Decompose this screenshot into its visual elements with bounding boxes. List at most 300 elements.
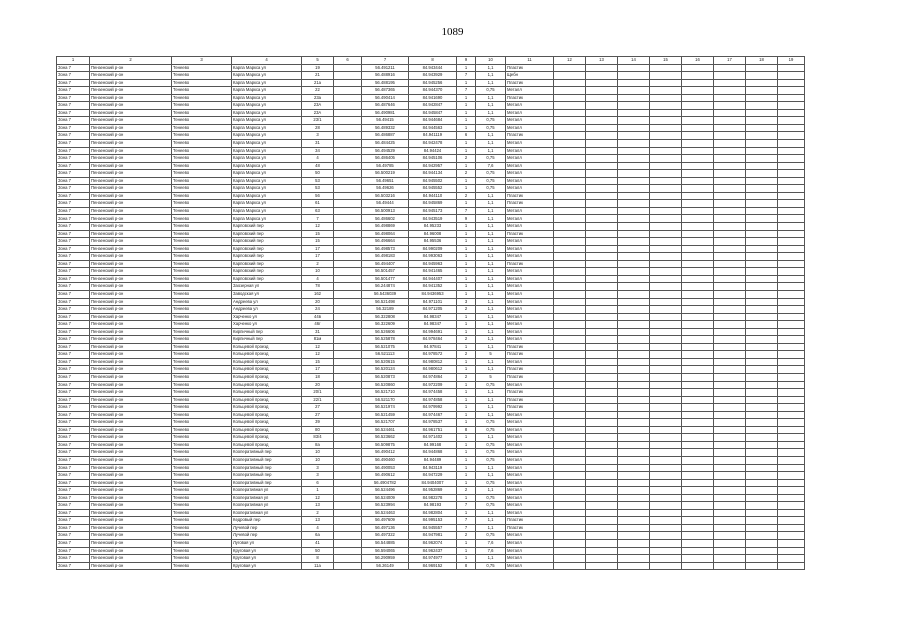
table-cell: 24: [302, 306, 334, 314]
table-cell: Пензенский р-он: [90, 124, 172, 132]
table-cell: 56.486405: [362, 155, 409, 163]
table-cell: 0,75: [476, 494, 506, 502]
table-cell: [682, 185, 714, 193]
table-cell: [586, 313, 618, 321]
table-cell: Тенеево: [172, 140, 232, 148]
table-cell: [778, 411, 805, 419]
table-cell: [618, 313, 650, 321]
table-cell: [554, 419, 586, 427]
table-cell: [746, 502, 778, 510]
table-cell: 1: [457, 245, 476, 253]
table-cell: Пензенский р-он: [90, 72, 172, 80]
table-cell: [586, 358, 618, 366]
table-cell: 84.972209: [409, 381, 457, 389]
table-cell: Тенеево: [172, 449, 232, 457]
table-cell: [554, 540, 586, 548]
table-cell: 2: [457, 373, 476, 381]
table-cell: [714, 290, 746, 298]
table-cell: Кооперативный пер: [232, 449, 302, 457]
table-cell: Пензенский р-он: [90, 547, 172, 555]
table-cell: Тенеево: [172, 170, 232, 178]
table-cell: 17: [302, 253, 334, 261]
column-number: 2: [90, 57, 172, 65]
table-cell: [554, 223, 586, 231]
table-cell: Пензенский р-он: [90, 328, 172, 336]
table-cell: Пензенский р-он: [90, 441, 172, 449]
table-cell: Карла Маркса ул: [232, 215, 302, 223]
table-cell: Зона 7: [57, 502, 90, 510]
table-cell: [650, 124, 682, 132]
table-cell: [334, 200, 362, 208]
table-cell: Карповский пер: [232, 238, 302, 246]
table-cell: [746, 132, 778, 140]
table-cell: [618, 140, 650, 148]
table-cell: [650, 177, 682, 185]
table-cell: [618, 147, 650, 155]
table-cell: [682, 170, 714, 178]
table-cell: [618, 358, 650, 366]
column-number: 7: [362, 57, 409, 65]
table-cell: 56.503216: [362, 192, 409, 200]
table-cell: Кольцевой проезд: [232, 351, 302, 359]
table-cell: [618, 411, 650, 419]
table-cell: [746, 464, 778, 472]
table-cell: Кооперативная ул: [232, 509, 302, 517]
table-cell: [334, 290, 362, 298]
table-cell: [714, 555, 746, 563]
table-cell: [682, 404, 714, 412]
table-cell: Кооперативная ул: [232, 502, 302, 510]
table-cell: [554, 192, 586, 200]
table-cell: Зона 7: [57, 336, 90, 344]
table-cell: Тенеево: [172, 87, 232, 95]
table-cell: 1: [457, 434, 476, 442]
table-cell: Пензенский р-он: [90, 351, 172, 359]
table-cell: 84.962074: [409, 540, 457, 548]
table-cell: [682, 562, 714, 570]
table-cell: 56.501477: [362, 275, 409, 283]
table-cell: [714, 547, 746, 555]
table-cell: [778, 200, 805, 208]
table-cell: Пензенский р-он: [90, 192, 172, 200]
table-cell: [746, 411, 778, 419]
table-cell: 13: [302, 517, 334, 525]
table-cell: Тенеево: [172, 306, 232, 314]
table-cell: [746, 366, 778, 374]
table-cell: [650, 351, 682, 359]
table-cell: [682, 358, 714, 366]
table-cell: [334, 389, 362, 397]
table-cell: Пензенский р-он: [90, 102, 172, 110]
table-cell: 0,75: [476, 177, 506, 185]
table-cell: [650, 472, 682, 480]
table-cell: [650, 298, 682, 306]
table-cell: [746, 449, 778, 457]
table-cell: [778, 494, 805, 502]
table-cell: 162: [302, 290, 334, 298]
table-row: [57, 524, 805, 532]
table-cell: 1,1: [476, 230, 506, 238]
table-cell: 84.971402: [409, 434, 457, 442]
table-row: [57, 102, 805, 110]
table-cell: [714, 298, 746, 306]
table-cell: [554, 509, 586, 517]
table-cell: [682, 313, 714, 321]
table-row: [57, 170, 805, 178]
table-cell: [682, 87, 714, 95]
table-cell: 6: [302, 479, 334, 487]
table-cell: [554, 155, 586, 163]
table-cell: Металл: [506, 555, 554, 563]
table-cell: [586, 155, 618, 163]
table-cell: [682, 517, 714, 525]
table-cell: [618, 540, 650, 548]
table-cell: 1: [457, 509, 476, 517]
table-cell: 0,75: [476, 155, 506, 163]
table-cell: Пензенский р-он: [90, 472, 172, 480]
table-cell: Зона 7: [57, 472, 90, 480]
table-cell: [746, 87, 778, 95]
table-cell: Харченко ул: [232, 313, 302, 321]
table-cell: Тенеево: [172, 472, 232, 480]
table-cell: [554, 72, 586, 80]
table-cell: [586, 230, 618, 238]
table-cell: Пензенский р-он: [90, 343, 172, 351]
table-cell: [618, 502, 650, 510]
table-row: [57, 509, 805, 517]
table-cell: 56.523994: [362, 502, 409, 510]
table-cell: Пензенский р-он: [90, 336, 172, 344]
table-cell: Тенеево: [172, 147, 232, 155]
table-cell: [714, 223, 746, 231]
table-cell: [746, 290, 778, 298]
table-cell: [554, 268, 586, 276]
table-cell: [746, 532, 778, 540]
table-cell: [682, 64, 714, 72]
table-cell: 1: [457, 223, 476, 231]
table-cell: [554, 532, 586, 540]
table-row: [57, 298, 805, 306]
table-cell: Кооперативный пер: [232, 479, 302, 487]
table-cell: 1,1: [476, 434, 506, 442]
table-cell: Зона 7: [57, 147, 90, 155]
column-number: 17: [714, 57, 746, 65]
table-cell: Пензенский р-он: [90, 215, 172, 223]
table-cell: [682, 366, 714, 374]
table-cell: [586, 502, 618, 510]
table-cell: Зона 7: [57, 268, 90, 276]
table-row: [57, 140, 805, 148]
table-cell: Зона 7: [57, 79, 90, 87]
table-cell: Пластик: [506, 373, 554, 381]
table-cell: 1: [457, 449, 476, 457]
table-cell: Тенеево: [172, 441, 232, 449]
table-row: [57, 185, 805, 193]
table-cell: [778, 117, 805, 125]
table-cell: Кирпичный пер: [232, 336, 302, 344]
table-cell: 1,1: [476, 64, 506, 72]
table-cell: [334, 396, 362, 404]
table-cell: [682, 253, 714, 261]
table-cell: Тенеево: [172, 162, 232, 170]
table-cell: [554, 177, 586, 185]
table-cell: 1,1: [476, 328, 506, 336]
table-cell: [334, 381, 362, 389]
table-cell: Карла Маркса ул: [232, 155, 302, 163]
table-cell: 56.489332: [362, 124, 409, 132]
table-cell: Тенеево: [172, 268, 232, 276]
table-cell: Тенеево: [172, 426, 232, 434]
table-cell: [586, 524, 618, 532]
table-cell: [650, 396, 682, 404]
table-row: [57, 260, 805, 268]
table-cell: 1: [457, 464, 476, 472]
table-cell: [618, 117, 650, 125]
table-cell: Металл: [506, 298, 554, 306]
table-cell: [618, 381, 650, 389]
table-row: [57, 532, 805, 540]
table-cell: 1,1: [476, 306, 506, 314]
table-body: [57, 64, 805, 570]
table-row: [57, 555, 805, 563]
table-cell: [650, 494, 682, 502]
table-cell: [682, 260, 714, 268]
table-cell: [554, 306, 586, 314]
table-cell: 56.521710: [362, 389, 409, 397]
table-cell: [618, 124, 650, 132]
table-cell: Пензенский р-он: [90, 366, 172, 374]
table-cell: [618, 253, 650, 261]
table-cell: [778, 524, 805, 532]
table-cell: [682, 162, 714, 170]
table-cell: [682, 155, 714, 163]
table-cell: 63: [302, 207, 334, 215]
table-cell: 84.979992: [409, 404, 457, 412]
table-cell: [746, 298, 778, 306]
table-cell: 56.498573: [362, 245, 409, 253]
table-row: [57, 177, 805, 185]
table-cell: [746, 162, 778, 170]
table-row: [57, 207, 805, 215]
table-cell: Пензенский р-он: [90, 434, 172, 442]
table-cell: 18: [302, 373, 334, 381]
table-cell: Пензенский р-он: [90, 170, 172, 178]
table-cell: Металл: [506, 434, 554, 442]
table-cell: 56.520860: [362, 381, 409, 389]
table-cell: Пластик: [506, 389, 554, 397]
table-cell: Металл: [506, 238, 554, 246]
table-cell: [554, 230, 586, 238]
table-cell: [746, 494, 778, 502]
table-cell: [334, 328, 362, 336]
table-cell: [618, 509, 650, 517]
table-cell: [778, 509, 805, 517]
table-cell: [746, 230, 778, 238]
table-cell: Зона 7: [57, 94, 90, 102]
table-cell: [714, 389, 746, 397]
table-cell: [778, 87, 805, 95]
table-cell: [746, 540, 778, 548]
table-cell: [714, 373, 746, 381]
table-cell: 12: [302, 494, 334, 502]
table-cell: 3: [302, 132, 334, 140]
table-cell: Пензенский р-он: [90, 540, 172, 548]
table-cell: Пензенский р-он: [90, 298, 172, 306]
table-cell: 2: [302, 260, 334, 268]
table-cell: [618, 426, 650, 434]
table-cell: 84.941465: [409, 268, 457, 276]
table-cell: [778, 456, 805, 464]
table-row: [57, 283, 805, 291]
table-cell: [714, 381, 746, 389]
table-cell: [778, 464, 805, 472]
table-cell: [554, 396, 586, 404]
table-cell: [618, 555, 650, 563]
data-table: [56, 56, 805, 570]
table-cell: Кольцевой проезд: [232, 373, 302, 381]
table-cell: 1,1: [476, 396, 506, 404]
table-cell: 1: [457, 358, 476, 366]
table-cell: [778, 426, 805, 434]
table-cell: [586, 456, 618, 464]
table-cell: Тенеево: [172, 72, 232, 80]
table-cell: Пензенский р-он: [90, 313, 172, 321]
table-cell: 1: [457, 381, 476, 389]
table-cell: 7: [457, 524, 476, 532]
table-cell: [334, 343, 362, 351]
table-cell: Карла Маркса ул: [232, 79, 302, 87]
table-cell: [714, 306, 746, 314]
table-cell: [746, 373, 778, 381]
table-cell: 56.49626: [362, 185, 409, 193]
table-cell: 20: [302, 298, 334, 306]
table-cell: [334, 306, 362, 314]
table-cell: 1,1: [476, 223, 506, 231]
table-cell: [334, 147, 362, 155]
table-cell: [554, 253, 586, 261]
table-cell: 1,1: [476, 517, 506, 525]
table-cell: [650, 132, 682, 140]
table-cell: [334, 260, 362, 268]
table-cell: 1: [457, 140, 476, 148]
table-cell: [586, 290, 618, 298]
table-cell: [554, 366, 586, 374]
table-cell: [746, 381, 778, 389]
table-cell: 2: [457, 336, 476, 344]
table-cell: [650, 215, 682, 223]
table-cell: 1,1: [476, 336, 506, 344]
table-cell: Металл: [506, 509, 554, 517]
table-cell: 1: [457, 290, 476, 298]
table-cell: 84.947981: [409, 532, 457, 540]
table-cell: 44в: [302, 313, 334, 321]
table-cell: Пензенский р-он: [90, 404, 172, 412]
table-cell: 8: [302, 555, 334, 563]
table-cell: [746, 140, 778, 148]
table-cell: 1,1: [476, 524, 506, 532]
table-cell: 0,75: [476, 124, 506, 132]
table-cell: Карповский пер: [232, 253, 302, 261]
table-cell: [650, 562, 682, 570]
table-cell: 1,1: [476, 268, 506, 276]
table-cell: Металл: [506, 540, 554, 548]
table-cell: [618, 275, 650, 283]
table-row: [57, 434, 805, 442]
table-cell: 1: [457, 313, 476, 321]
table-cell: 84.944134: [409, 170, 457, 178]
table-cell: Зона 7: [57, 532, 90, 540]
table-cell: [334, 298, 362, 306]
table-cell: Тенеево: [172, 389, 232, 397]
table-cell: Тенеево: [172, 524, 232, 532]
table-cell: Тенеево: [172, 321, 232, 329]
table-cell: [682, 479, 714, 487]
table-cell: 50: [302, 170, 334, 178]
table-cell: 56.487646: [362, 102, 409, 110]
table-cell: Карла Маркса ул: [232, 185, 302, 193]
table-cell: 2: [302, 509, 334, 517]
table-cell: 1: [457, 479, 476, 487]
table-cell: 1: [457, 343, 476, 351]
column-number: 13: [586, 57, 618, 65]
table-cell: [650, 449, 682, 457]
table-cell: [682, 381, 714, 389]
table-cell: [586, 434, 618, 442]
table-cell: Зона 7: [57, 449, 90, 457]
table-cell: Карла Маркса ул: [232, 140, 302, 148]
table-cell: [778, 502, 805, 510]
table-cell: [714, 411, 746, 419]
table-cell: 1: [457, 411, 476, 419]
table-cell: 11а: [302, 562, 334, 570]
table-cell: 56.490414: [362, 94, 409, 102]
table-cell: Металл: [506, 275, 554, 283]
table-cell: Карла Маркса ул: [232, 117, 302, 125]
table-cell: 10: [302, 449, 334, 457]
table-cell: [714, 140, 746, 148]
table-cell: Пензенский р-он: [90, 132, 172, 140]
table-cell: Зона 7: [57, 517, 90, 525]
table-cell: Заводская ул: [232, 290, 302, 298]
table-cell: Тенеево: [172, 396, 232, 404]
table-cell: [618, 479, 650, 487]
table-cell: [650, 464, 682, 472]
table-cell: Пластик: [506, 79, 554, 87]
table-cell: [714, 509, 746, 517]
table-cell: [554, 87, 586, 95]
table-cell: Металл: [506, 426, 554, 434]
table-cell: 1,1: [476, 472, 506, 480]
table-cell: Зона 7: [57, 124, 90, 132]
table-cell: [618, 396, 650, 404]
table-row: [57, 517, 805, 525]
table-cell: [334, 245, 362, 253]
table-cell: Кооперативная ул: [232, 487, 302, 495]
table-cell: 1: [457, 253, 476, 261]
table-cell: [586, 396, 618, 404]
table-cell: [554, 441, 586, 449]
table-cell: [334, 494, 362, 502]
table-cell: [334, 207, 362, 215]
table-cell: [334, 426, 362, 434]
column-number: 8: [409, 57, 457, 65]
table-cell: Металл: [506, 223, 554, 231]
table-cell: [778, 207, 805, 215]
table-cell: [778, 366, 805, 374]
table-cell: [746, 562, 778, 570]
table-cell: [682, 494, 714, 502]
table-cell: [650, 547, 682, 555]
